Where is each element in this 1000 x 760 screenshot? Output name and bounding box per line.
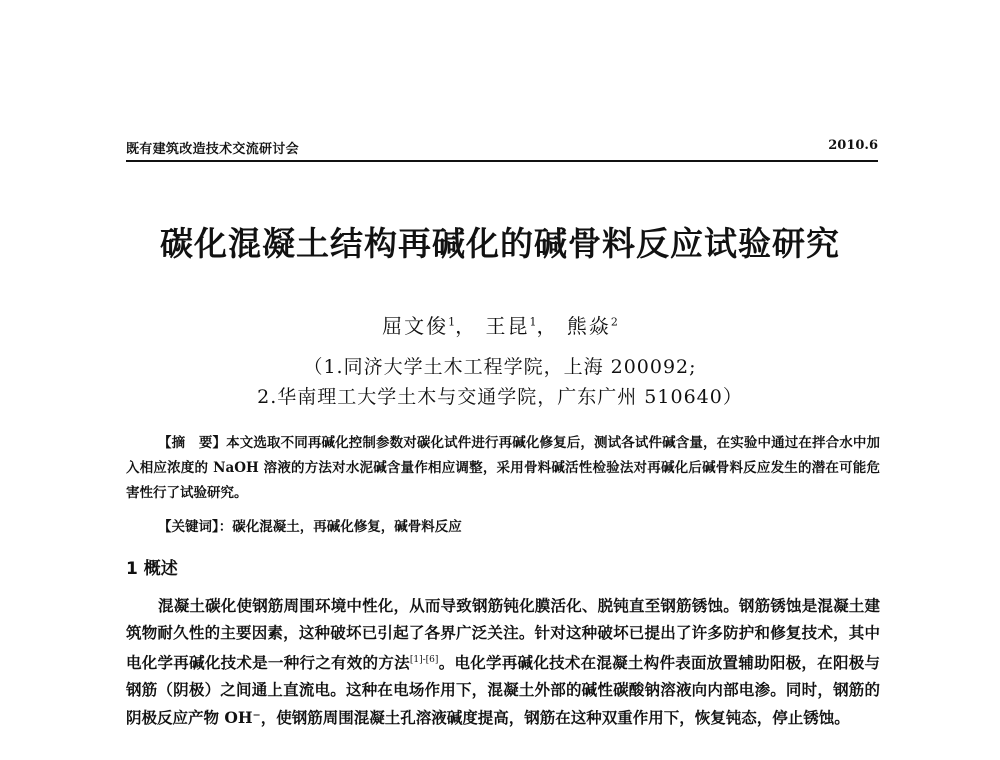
author-line xyxy=(0,310,1000,339)
header-date: 2010.6 xyxy=(828,138,878,153)
author-separator: ， xyxy=(455,314,478,338)
abstract-label: 【摘 要】 xyxy=(158,435,227,451)
paragraph-text: 。电化学再碱化技术在混凝土构件表面放置辅助阳极，在阳极与钢筋（阴极）之间通上直流电。这种在电场作用下，混凝土外部的碱性碳酸钠溶液向内部电渗。同时，钢筋的阴极反应产物 OH⁻，使钢筋周围混凝土孔溶液碱度提高，钢筋在这种双重作用下，恢复钝态，停止锈蚀。 xyxy=(126,652,880,727)
abstract-text: 本文选取不同再碱化控制参数对碳化试件进行再碱化修复后，测试各试件碱含量，在实验中通过在拌合水中加入相应浓度的 NaOH 溶液的方法对水泥碱含量作相应调整，采用骨料碱活性检验法对再碱化后碱骨料反应发生的潜在可能危害性行了试验研究。 xyxy=(126,435,880,501)
body-paragraph xyxy=(126,592,880,731)
keywords xyxy=(158,515,878,535)
author-affil-mark: 1 xyxy=(448,315,456,329)
running-header xyxy=(126,138,878,162)
author-name: 王昆 xyxy=(485,314,530,338)
paragraph-text: 混凝土碳化使钢筋周围环境中性化，从而导致钢筋钝化膜活化、脱钝直至钢筋锈蚀。钢筋锈蚀是混凝土建筑物耐久性的主要因素，这种破坏已引起了各界广泛关注。针对这种破坏已提出了许多防护和修复技术，其中电化学再碱化技术是一种行之有效的方法 xyxy=(126,596,880,672)
author-affil-mark: 2 xyxy=(610,315,618,329)
header-conference: 既有建筑改造技术交流研讨会 xyxy=(126,142,299,157)
section-heading: 1 概述 xyxy=(126,559,178,579)
keywords-label: 【关键词】： xyxy=(158,519,233,535)
author-affil-mark: 1 xyxy=(529,315,537,329)
paper-title: 碳化混凝土结构再碱化的碱骨料反应试验研究 xyxy=(160,224,840,263)
author-name: 熊焱 xyxy=(566,314,611,338)
abstract xyxy=(126,431,880,506)
keywords-text: 碳化混凝土，再碱化修复，碱骨料反应 xyxy=(232,519,462,535)
affiliation-line-1: （1.同济大学土木工程学院，上海 200092; xyxy=(303,356,697,378)
affiliation-line-2: 2.华南理工大学土木与交通学院，广东广州 510640） xyxy=(257,386,743,408)
author-separator: ， xyxy=(536,314,559,338)
author-name: 屈文俊 xyxy=(382,314,449,338)
citation: [1]-[6] xyxy=(409,654,439,665)
